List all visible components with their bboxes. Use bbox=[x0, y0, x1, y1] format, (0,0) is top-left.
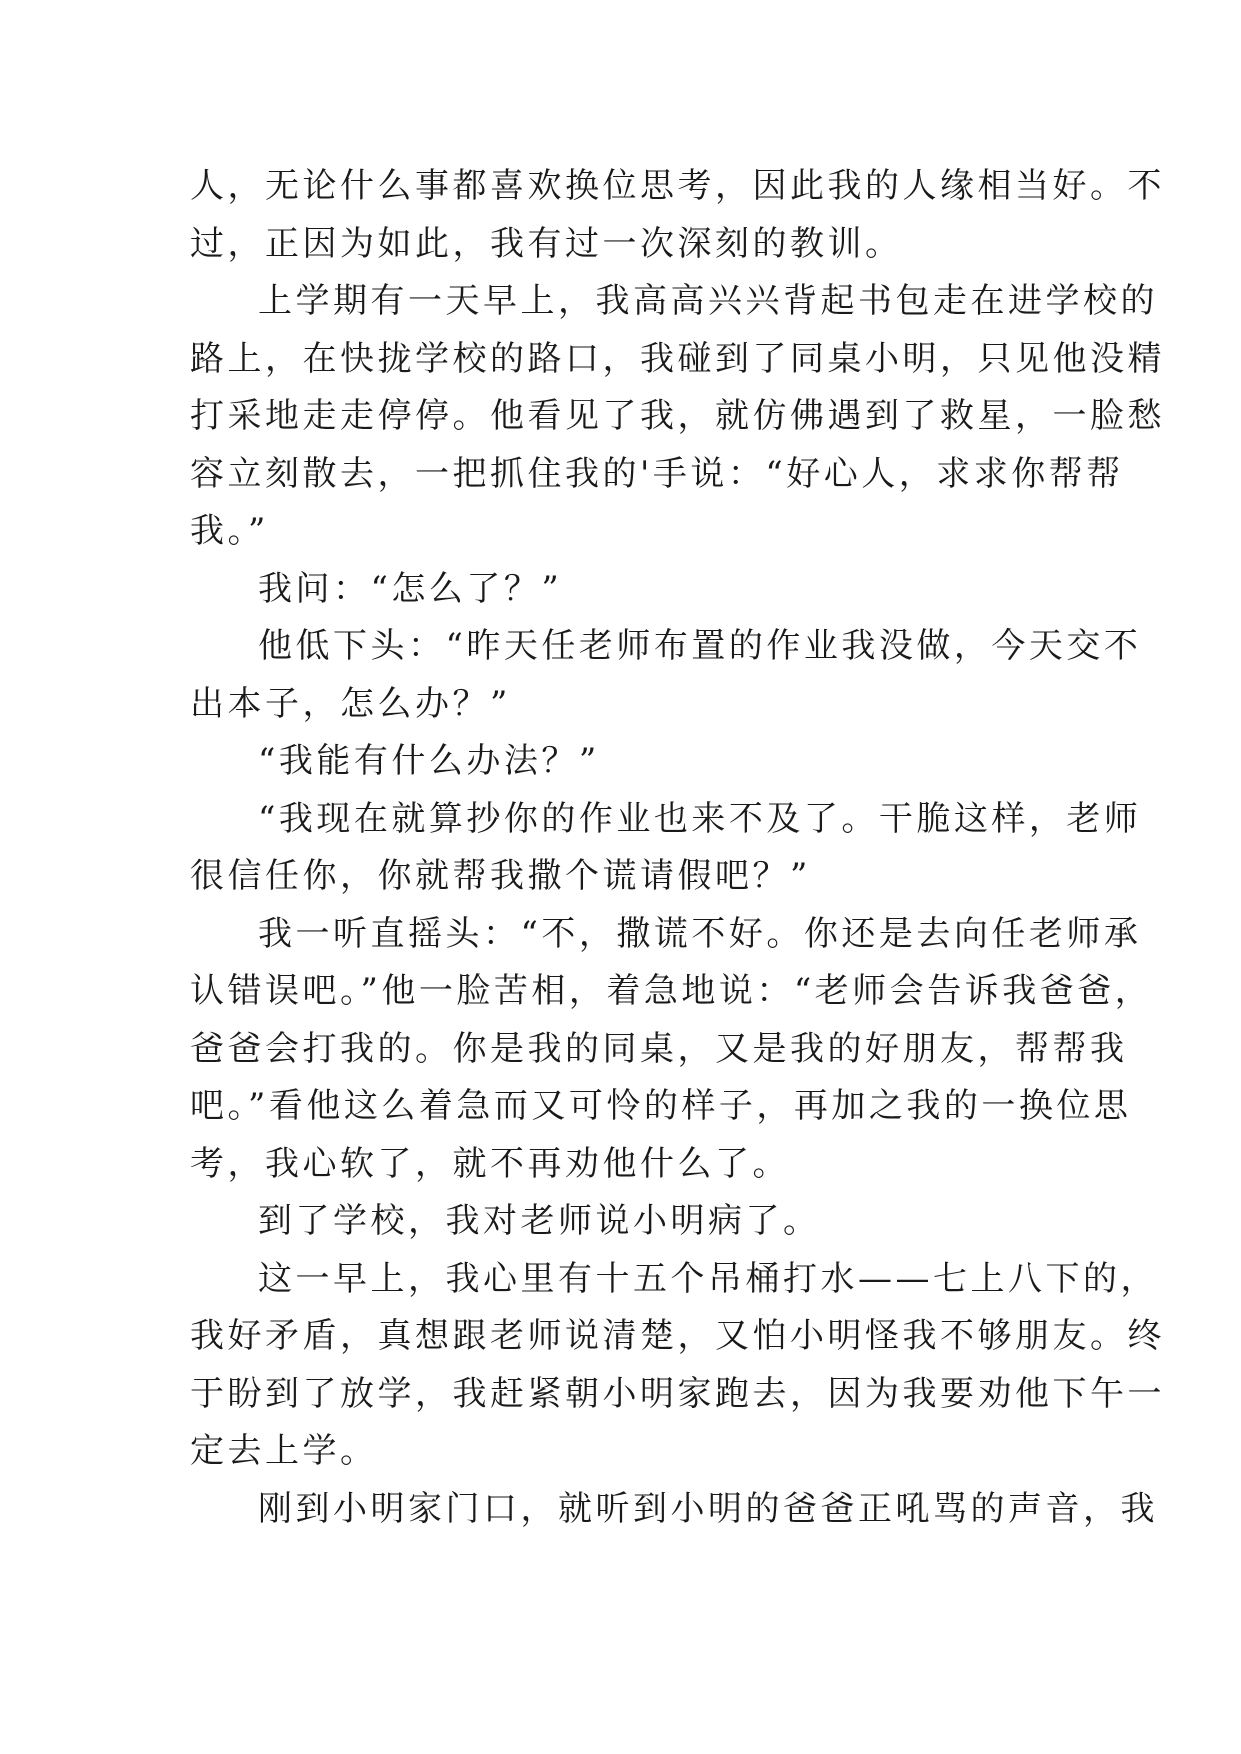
text-line: 我一听直摇头：“不，撒谎不好。你还是去向任老师承 bbox=[258, 913, 1142, 954]
text-line: 到了学校，我对老师说小明病了。 bbox=[258, 1201, 821, 1241]
text-line: 出本子，怎么办？” bbox=[190, 683, 511, 724]
text-line: 于盼到了放学，我赶紧朝小明家跑去，因为我要劝他下午一 bbox=[190, 1373, 1165, 1414]
text-line: 容立刻散去，一把抓住我的'手说：“好心人，求求你帮帮 bbox=[190, 453, 1124, 494]
text-line: “我现在就算抄你的作业也来不及了。干脆这样，老师 bbox=[258, 798, 1142, 839]
text-line: 我。” bbox=[190, 511, 269, 551]
article-body bbox=[190, 158, 1165, 1538]
text-line: 他低下头：“昨天任老师布置的作业我没做，今天交不 bbox=[258, 626, 1142, 666]
text-line: 人，无论什么事都喜欢换位思考，因此我的人缘相当好。不 bbox=[190, 166, 1165, 206]
text-line: 我好矛盾，真想跟老师说清楚，又怕小明怪我不够朋友。终 bbox=[190, 1316, 1165, 1356]
text-line: 爸爸会打我的。你是我的同桌，又是我的好朋友，帮帮我 bbox=[190, 1028, 1128, 1069]
text-line: 刚到小明家门口，就听到小明的爸爸正吼骂的声音，我 bbox=[258, 1488, 1158, 1529]
text-line: 这一早上，我心里有十五个吊桶打水——七上八下的， bbox=[258, 1258, 1158, 1299]
text-line: 吧。”看他这么着急而又可怜的样子，再加之我的一换位思 bbox=[190, 1086, 1132, 1126]
text-line: 认错误吧。”他一脸苦相，着急地说：“老师会告诉我爸爸， bbox=[190, 971, 1153, 1011]
text-line: 很信任你，你就帮我撒个谎请假吧？” bbox=[190, 856, 811, 896]
text-line: 过，正因为如此，我有过一次深刻的教训。 bbox=[190, 223, 903, 264]
text-line: 打采地走走停停。他看见了我，就仿佛遇到了救星，一脸愁 bbox=[190, 396, 1165, 436]
text-line: 上学期有一天早上，我高高兴兴背起书包走在进学校的 bbox=[258, 281, 1158, 321]
text-line: 我问：“怎么了？” bbox=[258, 568, 563, 609]
text-line: “我能有什么办法？” bbox=[258, 741, 600, 781]
text-line: 考，我心软了，就不再劝他什么了。 bbox=[190, 1143, 790, 1184]
text-line: 路上，在快拢学校的路口，我碰到了同桌小明，只见他没精 bbox=[190, 338, 1165, 379]
text-line: 定去上学。 bbox=[190, 1431, 378, 1471]
